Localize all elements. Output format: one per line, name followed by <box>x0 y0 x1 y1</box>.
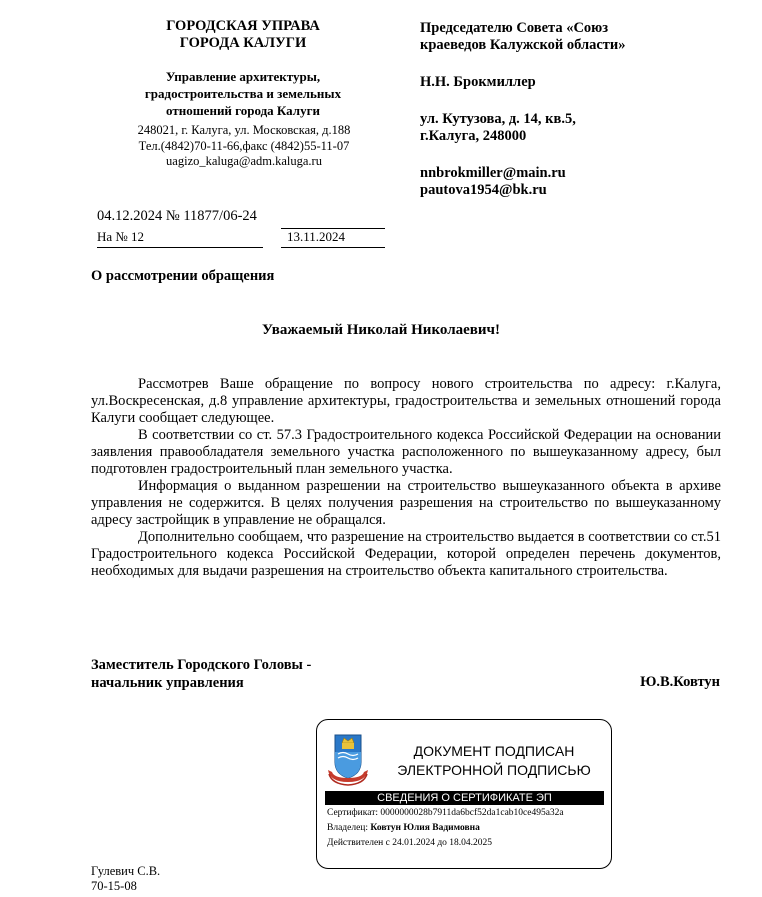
sender-contacts <box>100 123 388 170</box>
executor-phone: 70-15-08 <box>91 879 137 893</box>
recipient-email1: nnbrokmiller@main.ru <box>420 165 566 181</box>
kaluga-coat-of-arms-icon <box>326 732 370 786</box>
letter-body <box>91 376 721 580</box>
certificate-value: 0000000028b7911da6bcf52da1cab10ce495a32a <box>380 808 564 818</box>
body-paragraph: Рассмотрев Ваше обращение по вопросу нового строительства по адресу: г.Калуга, ул.Воскресенская, д.8 управление архитектуры, градостроительства и земельных отношений города Калуги сообщает следующее. <box>91 376 721 426</box>
dept-line2: градостроительства и земельных <box>144 86 342 101</box>
dept-line3: отношений города Калуги <box>166 103 320 118</box>
stamp-title <box>383 742 605 780</box>
recipient-line1: Председателю Совета «Союз <box>420 20 609 36</box>
registration-date-number: 04.12.2024 № 11877/06-24 <box>97 208 257 224</box>
certificate-details <box>327 806 564 851</box>
executor-block <box>91 864 160 894</box>
body-paragraph: В соответствии со ст. 57.3 Градостроительного кодекса Российской Федерации на основании заявления правообладателя земельного участка расположенного по вышеуказанному адресу, был подготовлен градостроительный план земельного участка. <box>91 427 721 477</box>
validity-row: Действителен с 24.01.2024 до 18.04.2025 <box>327 838 493 848</box>
sender-phone: Тел.(4842)70-11-66,факс (4842)55-11-07 <box>138 138 350 153</box>
dept-line1: Управление архитектуры, <box>165 69 321 84</box>
signer-title-line2: начальник управления <box>91 675 244 691</box>
org-name-line2: ГОРОДА КАЛУГИ <box>179 35 307 51</box>
sender-organization <box>118 18 368 52</box>
signer-title-line1: Заместитель Городского Головы - <box>91 657 312 673</box>
signer-name: Ю.В.Ковтун <box>640 674 720 690</box>
org-name-line1: ГОРОДСКАЯ УПРАВА <box>166 18 320 34</box>
owner-label: Владелец: <box>327 823 369 833</box>
reference-date: 13.11.2024 <box>281 229 385 248</box>
recipient-address2: г.Калуга, 248000 <box>420 128 527 144</box>
stamp-title-line1: ДОКУМЕНТ ПОДПИСАН <box>413 743 575 759</box>
recipient-email2: pautova1954@bk.ru <box>420 182 547 198</box>
recipient-name: Н.Н. Брокмиллер <box>420 74 536 90</box>
certificate-row <box>327 806 564 821</box>
body-paragraph: Информация о выданном разрешении на строительство вышеуказанного объекта в архиве управления не содержится. В целях получения разрешения на строительство по вышеуказанному адресу застройщик в управление не обращался. <box>91 478 721 528</box>
sender-address: 248021, г. Калуга, ул. Московская, д.188 <box>137 123 351 137</box>
executor-name: Гулевич С.В. <box>91 864 161 878</box>
owner-value: Ковтун Юлия Вадимовна <box>370 823 480 833</box>
owner-row <box>327 821 564 836</box>
signer-title <box>91 656 311 692</box>
letter-subject: О рассмотрении обращения <box>91 268 275 284</box>
body-paragraph: Дополнительно сообщаем, что разрешение на строительство выдается в соответствии со ст.51 Градостроительного кодекса Российской Федерации, которой определен перечень документов, необходимых для выдачи разрешения на строительство объекта капитального строительства. <box>91 529 721 579</box>
stamp-title-line2: ЭЛЕКТРОННОЙ ПОДПИСЬЮ <box>397 762 591 778</box>
certificate-info-bar: СВЕДЕНИЯ О СЕРТИФИКАТЕ ЭП <box>325 791 604 805</box>
recipient-block <box>420 20 740 199</box>
recipient-address1: ул. Кутузова, д. 14, кв.5, <box>420 111 576 127</box>
recipient-line2: краеведов Калужской области» <box>420 37 626 53</box>
certificate-label: Сертификат: <box>327 808 379 818</box>
greeting: Уважаемый Николай Николаевич! <box>262 322 500 338</box>
sender-department <box>118 68 368 119</box>
sender-email: uagizo_kaluga@adm.kaluga.ru <box>166 154 322 168</box>
electronic-signature-stamp <box>316 719 612 869</box>
reference-number: На № 12 <box>97 229 263 248</box>
